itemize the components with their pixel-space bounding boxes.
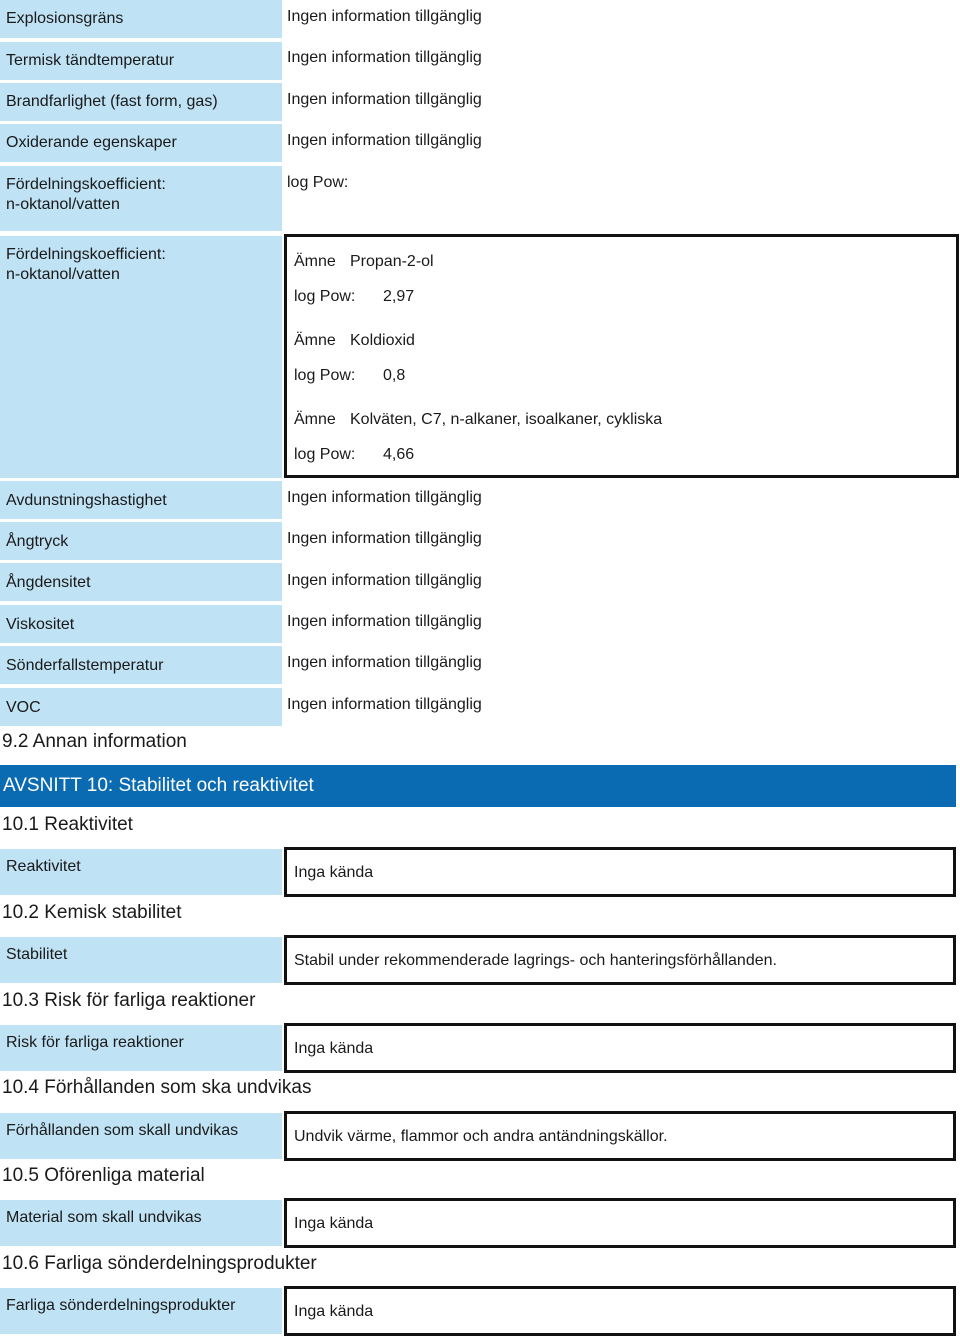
subsection-label: Förhållanden som skall undvikas bbox=[0, 1113, 282, 1159]
logpow-value: 0,8 bbox=[383, 367, 406, 384]
subsection-value-box bbox=[284, 1023, 956, 1073]
property-value: Ingen information tillgänglig bbox=[287, 489, 482, 506]
property-value: Ingen information tillgänglig bbox=[287, 572, 482, 589]
subsection-value: Inga kända bbox=[294, 1215, 374, 1232]
logpow-word: log Pow: bbox=[294, 367, 356, 384]
subsection-heading: 10.5 Oförenliga material bbox=[2, 1165, 205, 1186]
property-label: VOC bbox=[0, 688, 282, 726]
subsection-value-box bbox=[284, 1286, 956, 1336]
property-value: Ingen information tillgänglig bbox=[287, 613, 482, 630]
substance-name: Koldioxid bbox=[350, 332, 415, 349]
subsection-label: Farliga sönderdelningsprodukter bbox=[0, 1288, 282, 1334]
property-value: Ingen information tillgänglig bbox=[287, 696, 482, 713]
property-label: Explosionsgräns bbox=[0, 0, 282, 38]
subsection-label: Risk för farliga reaktioner bbox=[0, 1025, 282, 1071]
substance-word: Ämne bbox=[294, 411, 336, 428]
subsection-heading: 10.6 Farliga sönderdelningsprodukter bbox=[2, 1253, 317, 1274]
property-label: Avdunstningshastighet bbox=[0, 481, 282, 519]
subsection-label: Material som skall undvikas bbox=[0, 1200, 282, 1246]
property-label: Brandfarlighet (fast form, gas) bbox=[0, 83, 282, 121]
property-label: Termisk tändtemperatur bbox=[0, 42, 282, 80]
property-label: Sönderfallstemperatur bbox=[0, 646, 282, 684]
property-label: Ångdensitet bbox=[0, 563, 282, 601]
subsection-value: Inga kända bbox=[294, 1303, 374, 1320]
subsection-value-box bbox=[284, 935, 956, 985]
section-banner: AVSNITT 10: Stabilitet och reaktivitet bbox=[0, 765, 956, 807]
partition-label: Fördelningskoefficient: n-oktanol/vatten bbox=[0, 236, 282, 478]
subsection-label: Reaktivitet bbox=[0, 849, 282, 895]
property-label: Ångtryck bbox=[0, 522, 282, 560]
property-value: Ingen information tillgänglig bbox=[287, 132, 482, 149]
subsection-value-box bbox=[284, 1198, 956, 1248]
substance-word: Ämne bbox=[294, 253, 336, 270]
property-label: Fördelningskoefficient: n-oktanol/vatten bbox=[0, 166, 282, 231]
subsection-heading: 10.4 Förhållanden som ska undvikas bbox=[2, 1077, 312, 1098]
subsection-value: Inga kända bbox=[294, 1040, 374, 1057]
substance-name: Kolväten, C7, n-alkaner, isoalkaner, cykliska bbox=[350, 411, 663, 428]
subsection-value-box bbox=[284, 1111, 956, 1161]
subsection-value: Undvik värme, flammor och andra antändningskällor. bbox=[294, 1128, 668, 1145]
subsection-heading: 10.1 Reaktivitet bbox=[2, 814, 133, 835]
property-value: Ingen information tillgänglig bbox=[287, 654, 482, 671]
logpow-value: 4,66 bbox=[383, 446, 415, 463]
logpow-word: log Pow: bbox=[294, 288, 356, 305]
property-label: Viskositet bbox=[0, 605, 282, 643]
property-value: Ingen information tillgänglig bbox=[287, 91, 482, 108]
subsection-value: Stabil under rekommenderade lagrings- och hanteringsförhållanden. bbox=[294, 952, 777, 969]
property-value: Ingen information tillgänglig bbox=[287, 49, 482, 66]
section-heading-9-2: 9.2 Annan information bbox=[2, 731, 187, 752]
substance-word: Ämne bbox=[294, 332, 336, 349]
subsection-label: Stabilitet bbox=[0, 937, 282, 983]
partition-box bbox=[284, 234, 959, 478]
subsection-heading: 10.2 Kemisk stabilitet bbox=[2, 902, 182, 923]
subsection-heading: 10.3 Risk för farliga reaktioner bbox=[2, 990, 256, 1011]
property-value: log Pow: bbox=[287, 174, 349, 191]
subsection-value-box bbox=[284, 847, 956, 897]
subsection-value: Inga kända bbox=[294, 864, 374, 881]
logpow-value: 2,97 bbox=[383, 288, 415, 305]
property-value: Ingen information tillgänglig bbox=[287, 8, 482, 25]
logpow-word: log Pow: bbox=[294, 446, 356, 463]
substance-name: Propan-2-ol bbox=[350, 253, 434, 270]
property-value: Ingen information tillgänglig bbox=[287, 530, 482, 547]
property-label: Oxiderande egenskaper bbox=[0, 124, 282, 162]
